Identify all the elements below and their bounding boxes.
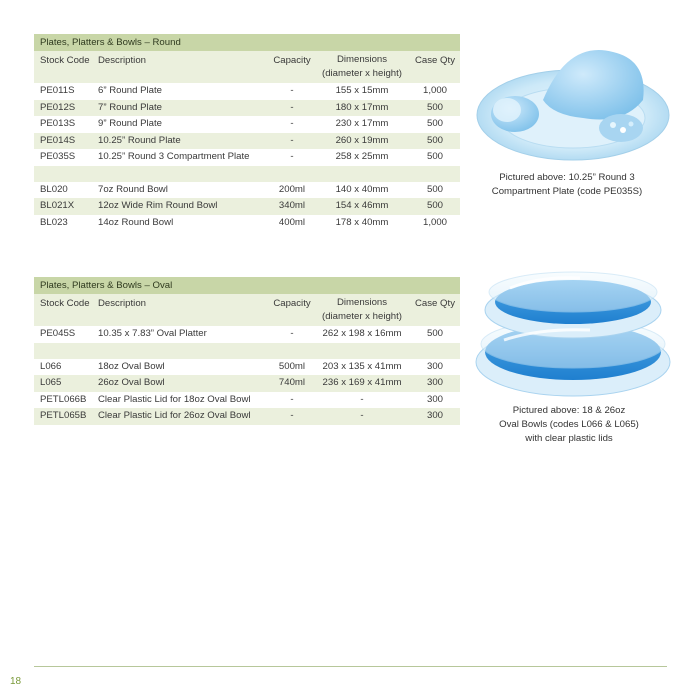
footer-divider (34, 666, 667, 667)
table-row: PE014S 10.25” Round Plate - 260 x 19mm 500 (34, 133, 460, 150)
header-description: Description (98, 298, 146, 309)
bowls-caption: Pictured above: 18 & 26oz Oval Bowls (codes L066 & L065) with clear plastic lids (499, 405, 639, 444)
table-row: PE012S 7” Round Plate - 180 x 17mm 500 (34, 100, 460, 117)
table-spacer (34, 166, 460, 182)
header-capacity: Capacity (273, 55, 311, 66)
table-row: PE035S 10.25” Round 3 Compartment Plate - 258 x 25mm 500 (40, 151, 443, 162)
table-row: PETL066B Clear Plastic Lid for 18oz Oval Bowl - - 300 (40, 393, 443, 405)
page-number: 18 (10, 676, 22, 687)
table-row: L065 26oz Oval Bowl 740ml 236 x 169 x 41mm 300 (34, 375, 460, 392)
table-row: BL020 7oz Round Bowl 200ml 140 x 40mm 500 (40, 183, 443, 195)
plate-caption: Pictured above: 10.25” Round 3 Compartment Plate (code PE035S) (491, 172, 643, 197)
table-row: BL021X 12oz Wide Rim Round Bowl 340ml 154 x 46mm 500 (34, 198, 460, 215)
header-case-qty: Case Qty (415, 55, 455, 66)
table-row: PE011S 6” Round Plate - 155 x 15mm 1,000 (40, 85, 447, 96)
table-row: PE013S 9” Round Plate - 230 x 17mm 500 (40, 118, 443, 129)
table-spacer (34, 343, 460, 359)
table-row: PETL065B Clear Plastic Lid for 26oz Oval Bowl - - 300 (34, 408, 460, 425)
header-dimensions: Dimensions (diameter x height) (322, 54, 402, 79)
header-stock-code: Stock Code (40, 298, 90, 309)
table-row: BL023 14oz Round Bowl 400ml 178 x 40mm 1,000 (40, 216, 447, 228)
header-case-qty: Case Qty (415, 298, 455, 309)
round-table-header (34, 51, 460, 83)
table-row: L066 18oz Oval Bowl 500ml 203 x 135 x 41mm 300 (40, 360, 443, 372)
compartment-plate-image (473, 30, 673, 165)
round-table-title: Plates, Platters & Bowls – Round (34, 34, 460, 51)
oval-table-header (34, 294, 460, 326)
header-capacity: Capacity (273, 298, 311, 309)
oval-table (34, 277, 460, 425)
header-stock-code: Stock Code (40, 55, 90, 66)
oval-bowls-image (470, 262, 675, 402)
header-description: Description (98, 55, 146, 66)
oval-table-title: Plates, Platters & Bowls – Oval (34, 277, 460, 294)
header-dimensions: Dimensions (diameter x height) (322, 297, 402, 322)
table-row: PE045S 10.35 x 7.83” Oval Platter - 262 x 198 x 16mm 500 (40, 328, 443, 339)
round-table (34, 34, 460, 231)
